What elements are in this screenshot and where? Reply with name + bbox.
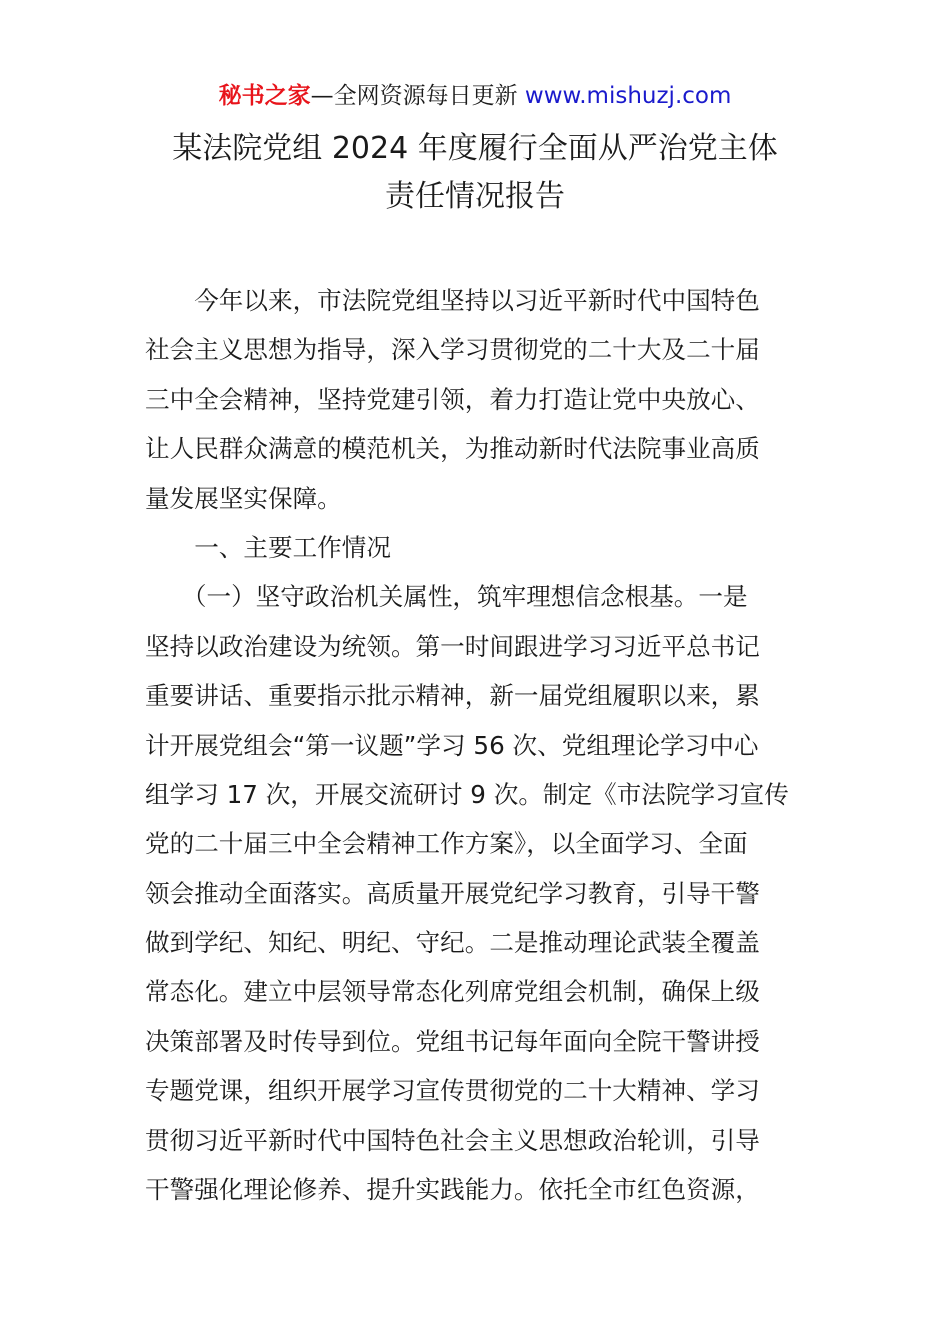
body-line: 领会推动全面落实。高质量开展党纪学习教育，引导干警: [145, 878, 760, 908]
body-line: 社会主义思想为指导，深入学习贯彻党的二十大及二十届: [145, 335, 760, 365]
body-line: 量发展坚实保障。: [145, 483, 342, 513]
header-tagline: —全网资源每日更新: [310, 83, 525, 109]
body-line: 今年以来，市法院党组坚持以习近平新时代中国特色: [145, 286, 760, 315]
body-line: 做到学纪、知纪、明纪、守纪。二是推动理论武装全覆盖: [145, 928, 760, 958]
body-line: 贯彻习近平新时代中国特色社会主义思想政治轮训，引导: [145, 1125, 760, 1155]
document-title-line-1: 某法院党组 2024 年度履行全面从严治党主体: [172, 131, 778, 166]
body-line: 让人民群众满意的模范机关，为推动新时代法院事业高质: [145, 434, 760, 464]
body-line: 重要讲话、重要指示批示精神，新一届党组履职以来，累: [145, 681, 760, 711]
document-title-line-2: 责任情况报告: [385, 179, 565, 214]
body-line: 决策部署及时传导到位。党组书记每年面向全院干警讲授: [145, 1026, 760, 1056]
body-line: 计开展党组会“第一议题”学习 56 次、党组理论学习中心: [145, 730, 759, 760]
body-line: 党的二十届三中全会精神工作方案》，以全面学习、全面: [145, 829, 748, 859]
site-header: [0, 80, 950, 112]
body-line: （一）坚守政治机关属性，筑牢理想信念根基。一是: [145, 582, 748, 612]
body-line: 组学习 17 次，开展交流研讨 9 次。制定《市法院学习宣传: [145, 779, 789, 809]
site-url[interactable]: www.mishuzj.com: [524, 83, 732, 109]
body-line: 专题党课，组织开展学习宣传贯彻党的二十大精神、学习: [145, 1076, 760, 1106]
body-line: 常态化。建立中层领导常态化列席党组会机制，确保上级: [145, 977, 760, 1007]
document-body: [145, 276, 809, 1214]
body-line: 三中全会精神，坚持党建引领，着力打造让党中央放心、: [145, 384, 760, 414]
body-line: 坚持以政治建设为统领。第一时间跟进学习习近平总书记: [145, 631, 760, 661]
section-heading: 一、主要工作情况: [145, 532, 391, 562]
brand-name: 秘书之家: [218, 83, 311, 109]
body-line: 干警强化理论修养、提升实践能力。依托全市红色资源，: [145, 1175, 760, 1205]
